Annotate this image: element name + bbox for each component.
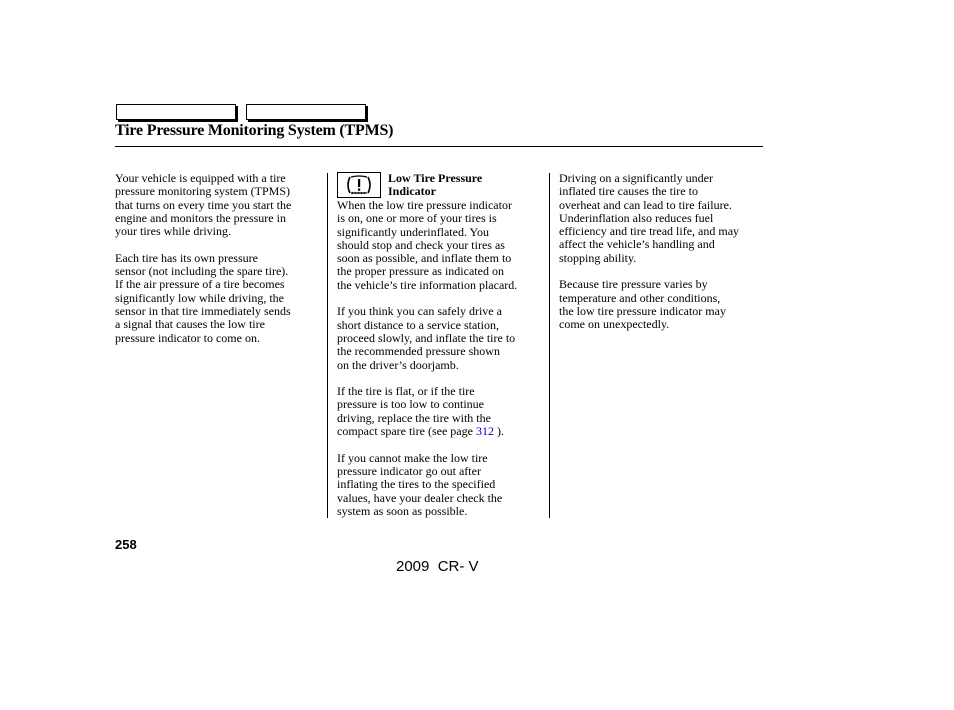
col3-paragraph-2: Because tire pressure varies by temperature and other conditions, the low tire pressure indicator may come on unexpectedly. <box>559 277 726 332</box>
page-title: Tire Pressure Monitoring System (TPMS) <box>115 122 394 139</box>
tpms-warning-icon <box>337 172 381 198</box>
col2-paragraph-3-text: If the tire is flat, or if the tire pressure is too low to continue driving, replace the tire with the compact spare tire (see page <box>337 384 491 439</box>
col3-paragraph-1: Driving on a significantly under inflated tire causes the tire to overheat and can lead to tire failure. Underinflation also reduces fuel efficiency and tire tread life, and may affect the vehicle’s handling and stopping ability. <box>559 171 740 265</box>
column-3 <box>559 172 764 345</box>
title-divider <box>115 146 763 147</box>
page-312-link[interactable]: 312 <box>475 424 494 439</box>
col2-paragraph-3 <box>337 385 545 438</box>
column-1 <box>115 172 321 358</box>
model-name: 2009 CR- V <box>396 558 479 575</box>
column-2 <box>337 172 545 531</box>
col1-paragraph-2: Each tire has its own pressure sensor (not including the spare tire). If the air pressure of a tire becomes significantly low while driving, the sensor in that tire immediately sends a signal that causes the low tire pressure indicator to come on. <box>115 250 291 345</box>
column-divider-2 <box>549 173 550 518</box>
col2-paragraph-3-end: ). <box>493 424 504 439</box>
page-number: 258 <box>115 537 137 552</box>
col2-paragraph-2: If you think you can safely drive a short distance to a service station, proceed slowly, and inflate the tire to the recommended pressure shown on the driver’s doorjamb. <box>337 304 516 372</box>
column-divider-1 <box>327 173 328 518</box>
indicator-title: Low Tire Pressure Indicator <box>388 171 483 199</box>
col2-paragraph-4: If you cannot make the low tire pressure indicator go out after inflating the tires to the specified values, have your dealer check the system as soon as possible. <box>337 450 503 518</box>
nav-button-2[interactable] <box>246 104 366 120</box>
col2-paragraph-1: When the low tire pressure indicator is on, one or more of your tires is significantly underinflated. You should stop and check your tires as soon as possible, and inflate them to the proper pressure as indicated on the vehicle’s tire information placard. <box>337 198 518 292</box>
indicator-header <box>337 172 545 199</box>
nav-button-1[interactable] <box>116 104 236 120</box>
col1-paragraph-1: Your vehicle is equipped with a tire pressure monitoring system (TPMS) that turns on every time you start the engine and monitors the pressure in your tires while driving. <box>115 171 292 239</box>
